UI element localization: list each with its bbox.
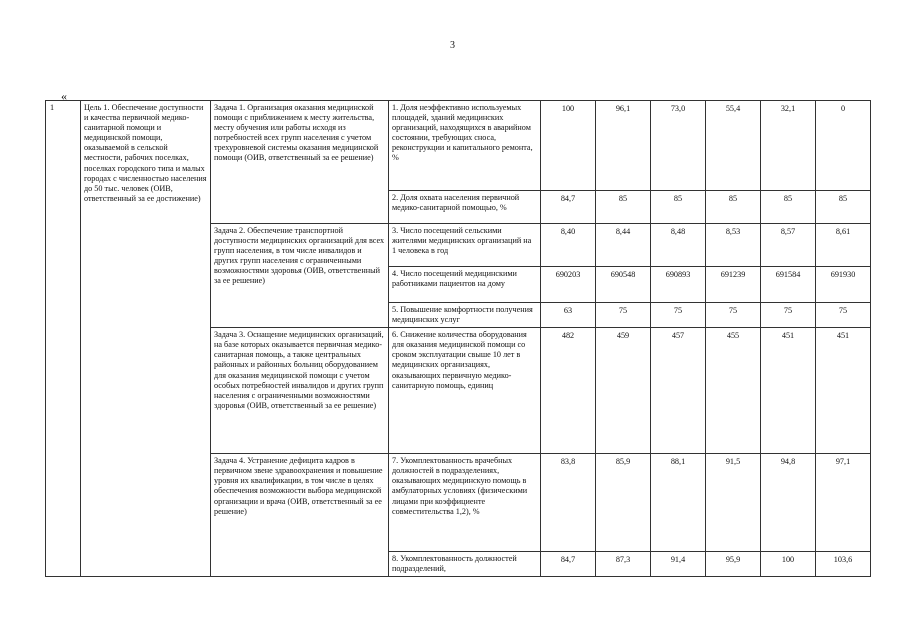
- indicator-value-cell: 91,5: [706, 454, 761, 552]
- indicator-value-cell: 85: [761, 191, 816, 224]
- indicator-value-cell: 690893: [651, 267, 706, 303]
- indicator-value-cell: 691239: [706, 267, 761, 303]
- indicator-value-cell: 32,1: [761, 101, 816, 191]
- indicator-value-cell: 103,6: [816, 552, 871, 577]
- indicator-value-cell: 8,40: [541, 224, 596, 267]
- indicator-value-cell: 451: [816, 328, 871, 454]
- indicator-value-cell: 63: [541, 303, 596, 328]
- indicator-value-cell: 8,61: [816, 224, 871, 267]
- row-index-cell: 1: [46, 101, 81, 577]
- indicator-value-cell: 457: [651, 328, 706, 454]
- indicator-value-cell: 100: [761, 552, 816, 577]
- indicator-value-cell: 8,57: [761, 224, 816, 267]
- indicator-value-cell: 451: [761, 328, 816, 454]
- indicator-value-cell: 75: [651, 303, 706, 328]
- indicator-name-cell: 3. Число посещений сельскими жителями медицинских организаций на 1 человека в год: [389, 224, 541, 267]
- indicator-value-cell: 84,7: [541, 552, 596, 577]
- indicator-value-cell: 91,4: [651, 552, 706, 577]
- opening-quote-mark: «: [61, 89, 67, 103]
- indicator-value-cell: 83,8: [541, 454, 596, 552]
- indicator-value-cell: 0: [816, 101, 871, 191]
- indicator-value-cell: 691584: [761, 267, 816, 303]
- indicator-name-cell: 8. Укомплектованность должностей подразделений,: [389, 552, 541, 577]
- indicator-value-cell: 75: [761, 303, 816, 328]
- indicator-value-cell: 85: [816, 191, 871, 224]
- indicator-value-cell: 455: [706, 328, 761, 454]
- indicator-value-cell: 75: [706, 303, 761, 328]
- indicator-value-cell: 482: [541, 328, 596, 454]
- indicator-value-cell: 96,1: [596, 101, 651, 191]
- indicator-value-cell: 8,48: [651, 224, 706, 267]
- indicator-value-cell: 100: [541, 101, 596, 191]
- task-cell: Задача 1. Организация оказания медицинской помощи с приближением к месту жительства, месту обучения или работы исходя из потребностей всех групп населения с учетом трехуровневой системы оказания медицинской помощи (ОИВ, ответственный за ее решение): [211, 101, 389, 224]
- task-cell: Задача 2. Обеспечение транспортной доступности медицинских организаций для всех групп населения, в том числе инвалидов и других групп населения с ограниченными возможностями здоровья (ОИВ, ответственный за ее решение): [211, 224, 389, 328]
- indicator-value-cell: 8,44: [596, 224, 651, 267]
- indicator-name-cell: 6. Снижение количества оборудования для оказания медицинской помощи со сроком эксплуатации свыше 10 лет в медицинских организациях, оказывающих первичную медико-санитарную помощь, единиц: [389, 328, 541, 454]
- indicator-value-cell: 88,1: [651, 454, 706, 552]
- indicator-name-cell: 2. Доля охвата населения первичной медико-санитарной помощью, %: [389, 191, 541, 224]
- indicators-table: [45, 100, 871, 577]
- page-number: 3: [450, 40, 455, 51]
- indicator-value-cell: 87,3: [596, 552, 651, 577]
- indicator-value-cell: 55,4: [706, 101, 761, 191]
- indicator-value-cell: 84,7: [541, 191, 596, 224]
- goal-cell: Цель 1. Обеспечение доступности и качества первичной медико-санитарной помощи и медицинской помощи, оказываемой в сельской местности, рабочих поселках, поселках городского типа и малых городах с численностью населения до 50 тыс. человек (ОИВ, ответственный за ее достижение): [81, 101, 211, 577]
- indicator-name-cell: 4. Число посещений медицинскими работниками пациентов на дому: [389, 267, 541, 303]
- task-cell: Задача 4. Устранение дефицита кадров в первичном звене здравоохранения и повышение уровня их квалификации, в том числе в целях обеспечения возможности выбора медицинской организации и врача (ОИВ, ответственный за ее решение): [211, 454, 389, 577]
- indicator-value-cell: 85: [596, 191, 651, 224]
- indicator-value-cell: 73,0: [651, 101, 706, 191]
- indicator-value-cell: 85,9: [596, 454, 651, 552]
- indicator-name-cell: 1. Доля неэффективно используемых площадей, зданий медицинских организаций, находящихся в аварийном состоянии, требующих сноса, реконструкции и капитального ремонта, %: [389, 101, 541, 191]
- indicator-value-cell: 95,9: [706, 552, 761, 577]
- task-cell: Задача 3. Оснащение медицинских организаций, на базе которых оказывается первичная медико-санитарная помощь, а также центральных районных и районных больниц оборудованием для оказания медицинской помощи с учетом особых потребностей инвалидов и других групп населения с ограниченными возможностями здоровья (ОИВ, ответственный за ее решение): [211, 328, 389, 454]
- indicator-value-cell: 459: [596, 328, 651, 454]
- indicator-value-cell: 8,53: [706, 224, 761, 267]
- indicator-value-cell: 75: [816, 303, 871, 328]
- indicator-value-cell: 691930: [816, 267, 871, 303]
- indicator-value-cell: 75: [596, 303, 651, 328]
- indicator-value-cell: 94,8: [761, 454, 816, 552]
- indicator-name-cell: 5. Повышение комфортности получения медицинских услуг: [389, 303, 541, 328]
- indicator-value-cell: 85: [706, 191, 761, 224]
- table-row: [46, 101, 871, 191]
- indicator-value-cell: 85: [651, 191, 706, 224]
- indicator-value-cell: 690203: [541, 267, 596, 303]
- indicator-value-cell: 690548: [596, 267, 651, 303]
- indicator-value-cell: 97,1: [816, 454, 871, 552]
- indicator-name-cell: 7. Укомплектованность врачебных должностей в подразделениях, оказывающих медицинскую помощь в амбулаторных условиях (физическими лицами при коэффициенте совместительства 1,2), %: [389, 454, 541, 552]
